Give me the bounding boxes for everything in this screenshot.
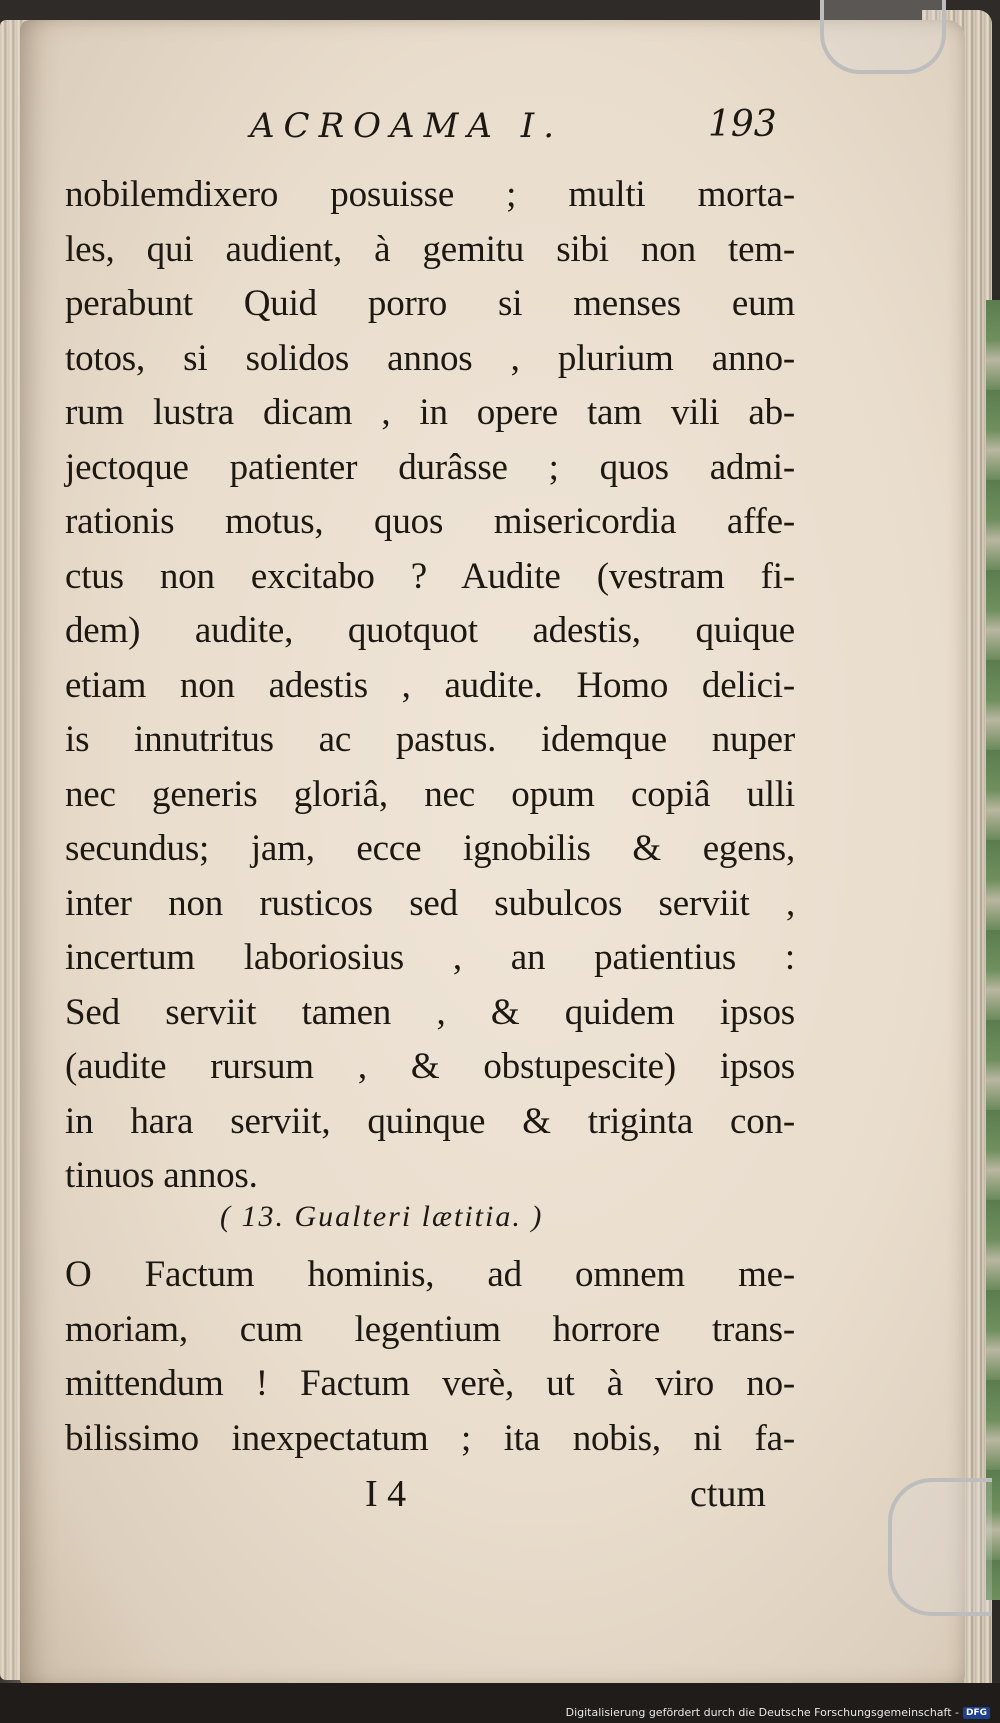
top-page-clip [820,0,946,74]
text-line: moriam, cum legentium horrore trans- [65,1308,795,1350]
text-line: inter non rusticos sed subulcos serviit , [65,882,795,924]
text-line: rationis motus, quos misericordia affe- [65,501,795,542]
text-line: (audite rursum , & obstupescite) ipsos [65,1046,795,1087]
main-paragraph [65,168,795,1204]
signature-mark: I 4 [365,1473,407,1515]
text-line: in hara serviit, quinque & triginta con- [65,1100,795,1142]
book-page [20,20,965,1685]
text-line: secundus; jam, ecce ignobilis & egens, [65,828,795,869]
running-head: ACROAMA I. [250,106,564,146]
credit-text: Digitalisierung gefördert durch die Deutsche Forschungsgemeinschaft - [565,1706,959,1719]
text-line: nobilemdixero posuisse ; multi morta- [65,174,795,215]
bottom-page-clip [888,1478,992,1616]
text-line: mittendum ! Factum verè, ut à viro no- [65,1363,795,1404]
text-line: ctus non excitabo ? Audite (vestram fi- [65,555,795,597]
text-line: Sed serviit tamen , & quidem ipsos [65,991,795,1033]
page-number: 193 [708,104,777,145]
text-line: rum lustra dicam , in opere tam vili ab- [65,392,795,433]
text-line: jectoque patienter durâsse ; quos admi- [65,446,795,488]
second-paragraph [65,1248,795,1466]
text-line: nec generis gloriâ, nec opum copiâ ulli [65,773,795,815]
text-line: les, qui audient, à gemitu sibi non tem- [65,228,795,270]
green-cover-strip [986,300,1000,1600]
text-line: dem) audite, quotquot adestis, quique [65,610,795,651]
catchword: ctum [690,1473,766,1515]
text-line: totos, si solidos annos , plurium anno- [65,337,795,379]
text-line: incertum laboriosius , an patientius : [65,937,795,978]
section-heading: ( 13. Gualteri lætitia. ) [220,1200,544,1233]
text-line: etiam non adestis , audite. Homo delici- [65,664,795,706]
digitization-credit [566,1706,990,1719]
text-line: O Factum hominis, ad omnem me- [65,1254,795,1295]
dfg-logo: DFG [963,1707,990,1719]
text-line: bilissimo inexpectatum ; ita nobis, ni fa- [65,1417,795,1459]
text-line: tinuos annos. [65,1155,258,1196]
text-line: perabunt Quid porro si menses eum [65,283,795,324]
text-line: is innutritus ac pastus. idemque nuper [65,719,795,760]
